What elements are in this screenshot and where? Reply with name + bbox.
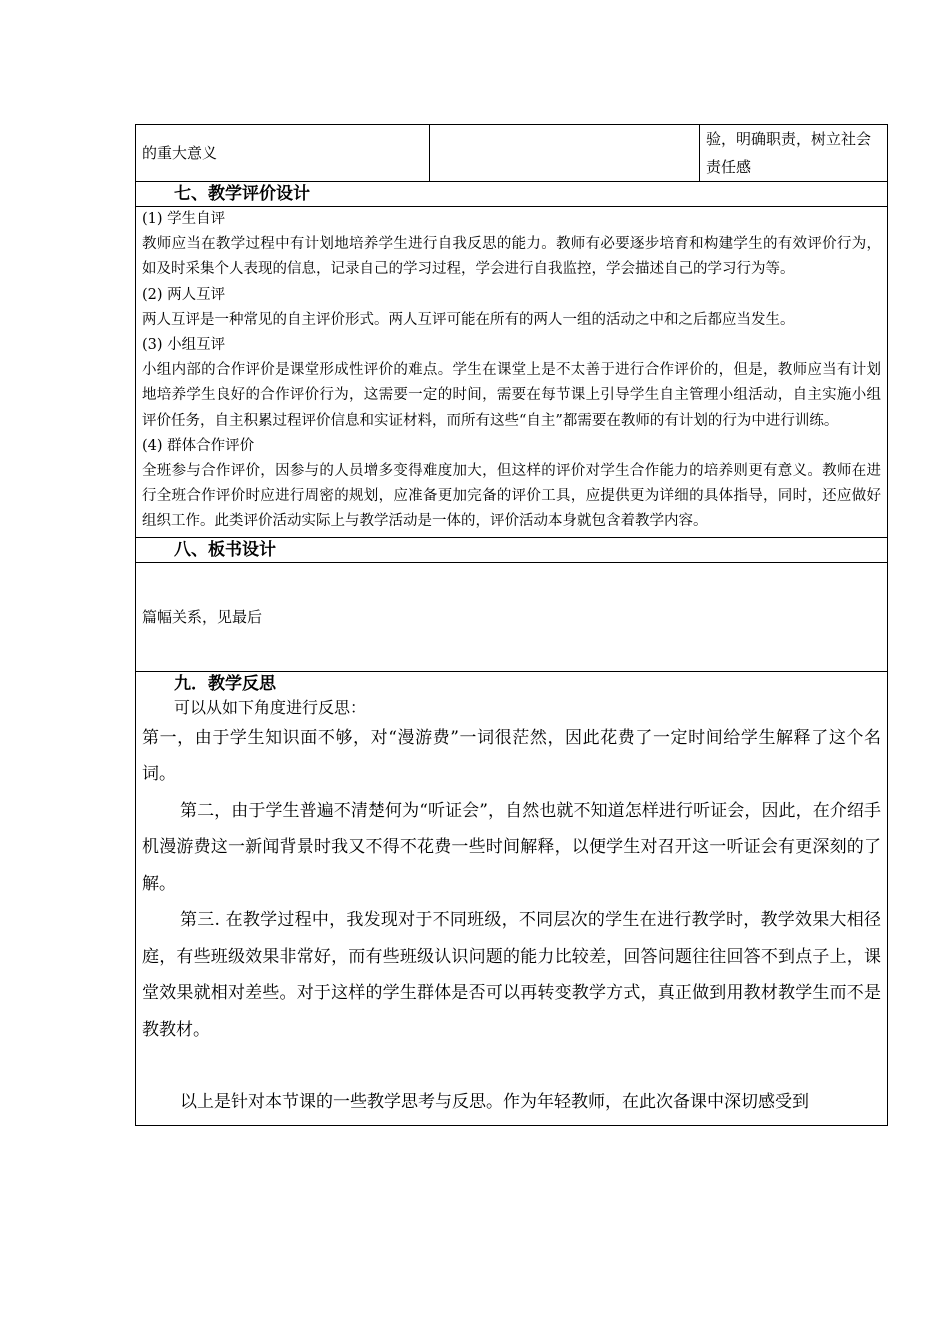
table-row <box>136 537 888 562</box>
table-row <box>136 671 888 1125</box>
table-row <box>136 125 888 182</box>
item-text: 小组内部的合作评价是课堂形成性评价的难点。学生在课堂上是不太善于进行合作评价的，但是，教师应当有计划地培养学生良好的合作评价行为，这需要一定的时间，需要在每节课上引导学生自主管理小组活动，自主实施小组评价任务，自主积累过程评价信息和实证材料，而所有这些“自主”都需要在教师的有计划的行为中进行训练。 <box>142 362 881 429</box>
blank-gap <box>142 1048 881 1084</box>
item-label: (4) 群体合作评价 <box>142 437 255 454</box>
reflection-paragraph-3: 第三. 在教学过程中，我发现对于不同班级，不同层次的学生在进行教学时，教学效果大相径庭，有些班级效果非常好，而有些班级认识问题的能力比较差，回答问题往往回答不到点子上，课堂效果就相对差些。对于这样的学生群体是否可以再转变教学方式，真正做到用教材教学生而不是教教材。 <box>142 910 881 1040</box>
table-row <box>136 207 888 538</box>
item-text: 教师应当在教学过程中有计划地培养学生进行自我反思的能力。教师有必要逐步培育和构建学生的有效评价行为，如及时采集个人表现的信息，记录自己的学习过程，学会进行自我监控，学会描述自己的学习行为等。 <box>142 236 881 278</box>
cell-left: 的重大意义 <box>136 125 430 182</box>
item-text: 两人互评是一种常见的自主评价形式。两人互评可能在所有的两人一组的活动之中和之后都应当发生。 <box>142 311 795 328</box>
table-row <box>136 182 888 207</box>
section7-body <box>136 207 888 538</box>
section7-heading: 七、教学评价设计 <box>136 182 888 207</box>
reflection-paragraph-2: 第二，由于学生普遍不清楚何为“听证会”，自然也就不知道怎样进行听证会，因此，在介绍手机漫游费这一新闻背景时我又不得不花费一些时间解释，以便学生对召开这一听证会有更深刻的了解。 <box>142 800 881 894</box>
section9-intro: 可以从如下角度进行反思： <box>174 697 367 717</box>
item-label: (1) 学生自评 <box>142 211 226 227</box>
section9-body <box>136 671 888 1125</box>
item-text: 全班参与合作评价，因参与的人员增多变得难度加大，但这样的评价对学生合作能力的培养则更有意义。教师在进行全班合作评价时应进行周密的规划，应准备更加完备的评价工具，应提供更为详细的具体指导，同时，还应做好组织工作。此类评价活动实际上与教学活动是一体的，评价活动本身就包含着教学内容。 <box>142 463 881 530</box>
cell-middle <box>430 125 700 182</box>
item-label: (2) 两人互评 <box>142 286 226 303</box>
table-row <box>136 562 888 671</box>
section9-heading: 九．教学反思 <box>174 673 276 694</box>
item-label: (3) 小组互评 <box>142 337 226 354</box>
section8-body: 篇幅关系，见最后 <box>136 562 888 671</box>
reflection-paragraph-1: 第一，由于学生知识面不够，对“漫游费”一词很茫然，因此花费了一定时间给学生解释了这个名词。 <box>142 727 881 785</box>
reflection-paragraph-4: 以上是针对本节课的一些教学思考与反思。作为年轻教师，在此次备课中深切感受到 <box>180 1092 809 1113</box>
section8-heading: 八、板书设计 <box>136 537 888 562</box>
document-page <box>135 124 887 1126</box>
cell-right: 验，明确职责，树立社会责任感 <box>700 125 888 182</box>
lesson-plan-table <box>135 124 888 1126</box>
